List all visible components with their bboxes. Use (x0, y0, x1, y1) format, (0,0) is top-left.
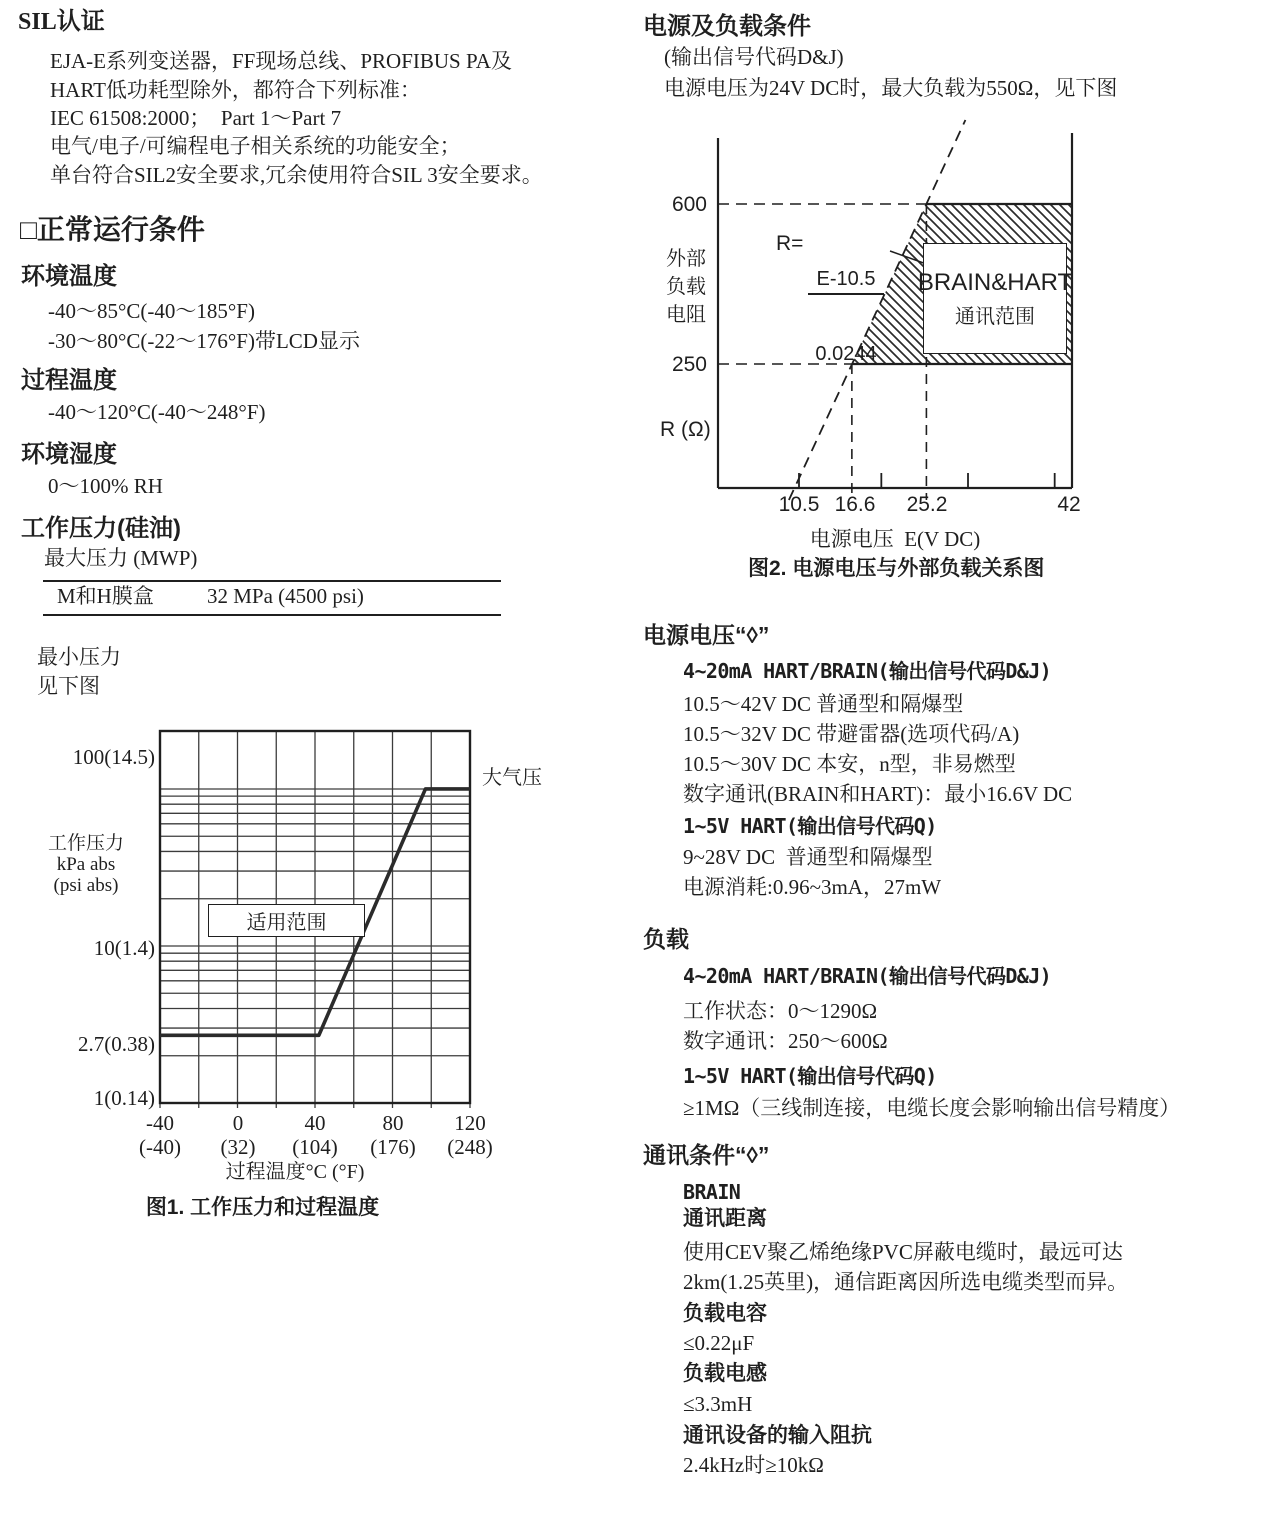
fig2-formula-fraction (808, 221, 884, 390)
load-mode2-label: 1~5V HART(输出信号代码Q) (683, 1064, 937, 1088)
fig2-ytick-250: 250 (671, 353, 707, 376)
supply-mode2-label: 1~5V HART(输出信号代码Q) (683, 814, 937, 838)
fig2-ylabel-unit: R (Ω) (660, 418, 711, 441)
fig1-xaxis-label: 过程温度°C (°F) (225, 1161, 365, 1183)
comm-capacitance-label: 负载电容 (683, 1302, 767, 1325)
see-below-label: 见下图 (37, 674, 100, 698)
supply-voltage-heading: 电源电压“◊” (643, 622, 770, 648)
normal-conditions-heading: □正常运行条件 (20, 214, 205, 245)
table-rule-top (43, 580, 501, 582)
fig1-xtick-c: 120 (454, 1111, 486, 1135)
table-rule-bottom (43, 614, 501, 616)
fig2-xtick: 42 (1057, 493, 1081, 516)
supply-line: 10.5～30V DC 本安，n型，非易燃型 (683, 752, 1016, 776)
fig2-comm-range-box (917, 243, 1073, 354)
sil-section-heading: SIL认证 (18, 9, 105, 35)
max-pressure-label: 最大压力 (MWP) (44, 546, 198, 570)
table-value-cell: 32 MPa (4500 psi) (207, 584, 364, 608)
sil-line: 电气/电子/可编程电子相关系统的功能安全； (50, 134, 461, 158)
comm-heading: 通讯条件“◊” (643, 1142, 770, 1168)
fig1-atmosphere-label: 大气压 (482, 767, 542, 789)
fig2-xtick: 10.5 (778, 493, 820, 516)
fig2-formula-denominator: 0.0244 (815, 342, 877, 365)
comm-distance-label: 通讯距离 (683, 1207, 767, 1230)
fig1-xtick-f: (248) (447, 1135, 493, 1159)
fig2-ylabel-line: 外部 (666, 248, 706, 270)
fig1-xtick-f: (104) (292, 1135, 338, 1159)
fig2-ylabel-line: 负载 (666, 276, 706, 298)
power-load-heading: 电源及负载条件 (643, 13, 811, 40)
comm-distance-line: 2km(1.25英里)，通信距离因所选电缆类型而异。 (683, 1270, 1129, 1294)
sil-line: EJA-E系列变送器，FF现场总线、PROFIBUS PA及 (50, 49, 512, 73)
comm-inductance-value: ≤3.3mH (683, 1392, 753, 1416)
process-temp-line: -40～120°C(-40～248°F) (48, 400, 266, 424)
fig1-ytick-1: 1(0.14) (93, 1086, 155, 1110)
fig2-xaxis-label: 电源电压 E(V DC) (809, 527, 981, 551)
fig1-ytick-100: 100(14.5) (72, 745, 155, 769)
load-heading: 负载 (643, 926, 689, 952)
supply-mode1-label: 4~20mA HART/BRAIN(输出信号代码D&J) (683, 659, 1052, 683)
sil-line: HART低功耗型除外，都符合下列标准： (50, 78, 421, 102)
comm-protocol-label: BRAIN (683, 1180, 741, 1204)
fig2-ytick-600: 600 (671, 193, 707, 216)
min-pressure-label: 最小压力 (37, 645, 121, 669)
power-load-sub: (输出信号代码D&J) (664, 45, 844, 69)
fig2-comm-range-line2: 通讯范围 (955, 305, 1035, 328)
supply-line: 电源消耗:0.96~3mA，27mW (683, 875, 942, 899)
fig2-formula-numerator: E-10.5 (808, 268, 884, 295)
sil-line: IEC 61508:2000； Part 1～Part 7 (50, 106, 342, 130)
working-pressure-heading: 工作压力(硅油) (21, 515, 181, 542)
fig1-caption: 图1. 工作压力和过程温度 (145, 1196, 380, 1219)
load-line: 数字通讯：250～600Ω (683, 1029, 888, 1053)
process-temp-heading: 过程温度 (21, 367, 117, 394)
fig1-ytick-10: 10(1.4) (93, 936, 155, 960)
supply-line: 10.5～42V DC 普通型和隔爆型 (683, 692, 964, 716)
load-line: 工作状态：0～1290Ω (683, 999, 878, 1023)
fig1-xtick-f: (176) (370, 1135, 416, 1159)
fig2-xtick: 16.6 (834, 493, 876, 516)
comm-impedance-value: 2.4kHz时≥10kΩ (683, 1453, 824, 1477)
fig1-xtick-c: 0 (232, 1111, 244, 1135)
fig2-formula-lhs: R= (776, 232, 804, 255)
supply-line: 数字通讯(BRAIN和HART)：最小16.6V DC (683, 782, 1073, 806)
fig1-ylabel-line: kPa abs (56, 854, 116, 875)
ambient-temp-heading: 环境温度 (21, 263, 117, 290)
fig1-applicable-range-label: 适用范围 (246, 912, 327, 934)
humidity-heading: 环境湿度 (21, 441, 117, 468)
fig1-xtick-f: (32) (220, 1135, 256, 1159)
comm-distance-line: 使用CEV聚乙烯绝缘PVC屏蔽电缆时，最远可达 (683, 1240, 1123, 1264)
comm-capacitance-value: ≤0.22μF (683, 1331, 755, 1355)
supply-line: 9~28V DC 普通型和隔爆型 (683, 845, 933, 869)
sil-line: 单台符合SIL2安全要求,冗余使用符合SIL 3安全要求。 (50, 163, 543, 187)
fig1-ylabel-line: 工作压力 (47, 833, 124, 854)
fig1-xtick-c: 80 (382, 1111, 404, 1135)
fig2-xtick: 25.2 (906, 493, 948, 516)
power-load-note: 电源电压为24V DC时，最大负载为550Ω，见下图 (664, 76, 1118, 100)
load-mode1-label: 4~20mA HART/BRAIN(输出信号代码D&J) (683, 964, 1052, 988)
fig1-xtick-c: 40 (304, 1111, 326, 1135)
humidity-line: 0～100% RH (48, 474, 163, 498)
fig1-ytick-2p7: 2.7(0.38) (78, 1032, 155, 1056)
ambient-temp-line: -30～80°C(-22～176°F)带LCD显示 (48, 329, 360, 353)
fig1-xtick-c: -40 (146, 1111, 174, 1135)
fig2-caption: 图2. 电源电压与外部负载关系图 (748, 557, 1045, 580)
fig1-xtick-f: (-40) (139, 1135, 181, 1159)
table-capsule-cell: M和H膜盒 (57, 584, 154, 608)
comm-inductance-label: 负载电感 (683, 1362, 767, 1385)
fig2-comm-range-line1: BRAIN&HART (917, 268, 1073, 296)
comm-impedance-label: 通讯设备的输入阻抗 (683, 1424, 872, 1447)
fig1-applicable-range-box (208, 904, 365, 937)
fig2-ylabel-line: 电阻 (666, 304, 706, 326)
ambient-temp-line: -40～85°C(-40～185°F) (48, 299, 255, 323)
fig1-ylabel-line: (psi abs) (53, 875, 119, 896)
supply-line: 10.5～32V DC 带避雷器(选项代码/A) (683, 722, 1020, 746)
load-line: ≥1MΩ（三线制连接，电缆长度会影响输出信号精度） (683, 1096, 1181, 1120)
